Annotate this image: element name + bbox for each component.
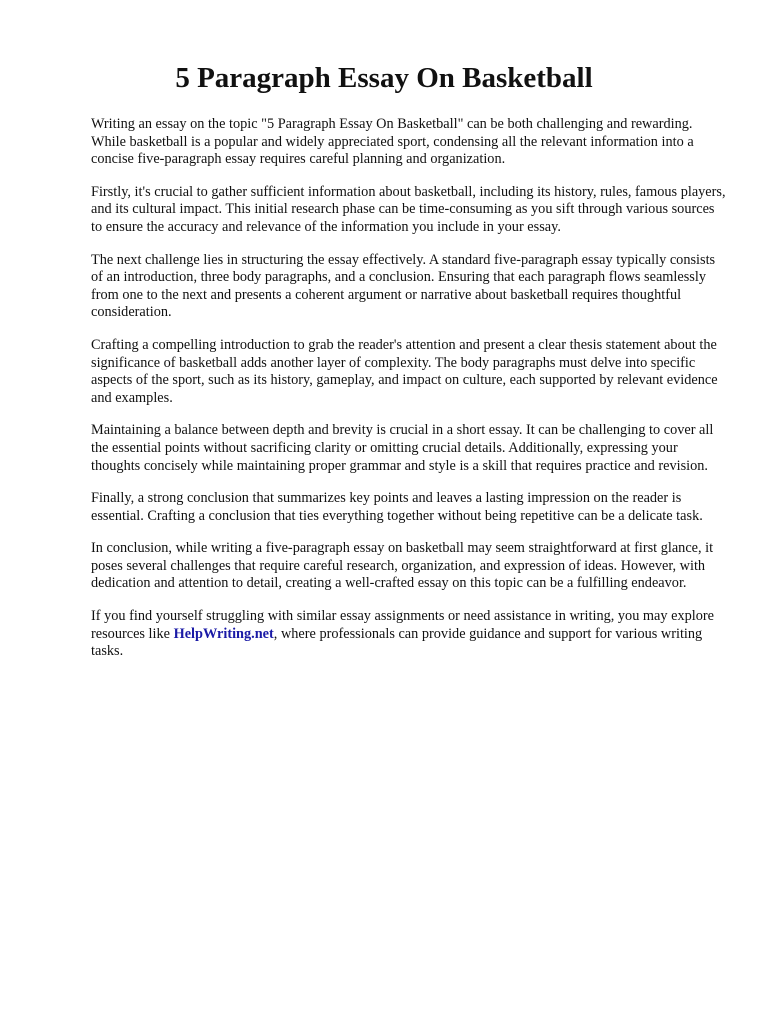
paragraph-conclusion-crafting: Finally, a strong conclusion that summarizes key points and leaves a lasting impression on the reader is essential. Crafting a conclusion that ties everything together without being repetitive can be a delicate task. <box>91 490 703 524</box>
helpwriting-link[interactable]: HelpWriting.net <box>173 625 274 642</box>
paragraph-introduction-crafting: Crafting a compelling introduction to grab the reader's attention and present a clear thesis statement about the significance of basketball adds another layer of complexity. The body paragraphs must delve into specific aspects of the sport, such as its history, gameplay, and impact on culture, each supported by relevant evidence and examples. <box>91 336 718 406</box>
closing-text-before-link: If you find yourself struggling with similar essay assignments or need assistance in writing, you may explore resources like <box>91 608 714 642</box>
document-title: 5 Paragraph Essay On Basketball <box>175 62 593 94</box>
paragraph-summary: In conclusion, while writing a five-paragraph essay on basketball may seem straightforward at first glance, it poses several challenges that require careful research, organization, and expression of ideas. However, with dedication and attention to detail, creating a well-crafted essay on this topic can be a fulfilling endeavor. <box>91 540 714 592</box>
paragraph-balance: Maintaining a balance between depth and brevity is crucial in a short essay. It can be challenging to cover all the essential points without sacrificing clarity or omitting crucial details. Additionally, expressing your thoughts concisely while maintaining proper grammar and style is a skill that requires practice and revision. <box>91 422 714 474</box>
paragraph-closing <box>91 608 728 661</box>
closing-text-after-link: , where professionals can provide guidance and support for various writing tasks. <box>91 625 703 660</box>
paragraph-intro: Writing an essay on the topic "5 Paragraph Essay On Basketball" can be both challenging and rewarding. While basketball is a popular and widely appreciated sport, condensing all the relevant information into a concise five-paragraph essay requires careful planning and organization. <box>91 116 694 168</box>
paragraph-research: Firstly, it's crucial to gather sufficient information about basketball, including its history, rules, famous players, and its cultural impact. This initial research phase can be time-consuming as you sift through various sources to ensure the accuracy and relevance of the information you include in your essay. <box>91 183 726 235</box>
paragraph-structure: The next challenge lies in structuring the essay effectively. A standard five-paragraph essay typically consists of an introduction, three body paragraphs, and a conclusion. Ensuring that each paragraph flows seamlessly from one to the next and presents a coherent argument or narrative about basketball requires thoughtful consideration. <box>91 251 716 321</box>
